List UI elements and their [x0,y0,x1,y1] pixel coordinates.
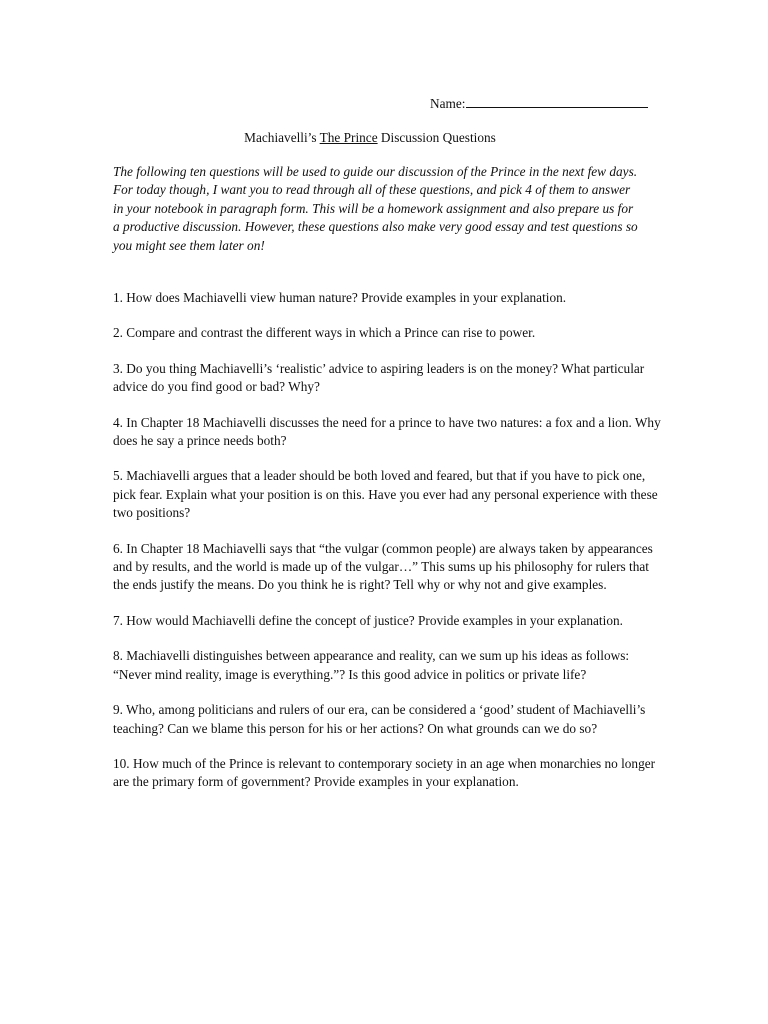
question-item-10: 10. How much of the Prince is relevant to contemporary society in an age when monarchies no longer are the primary form of government? Provide examples in your explanation. [113,755,656,790]
question-item-2: 2. Compare and contrast the different ways in which a Prince can rise to power. [113,325,536,341]
name-field-line [430,93,648,113]
title-book-name: The Prince [319,130,378,145]
question-item-3: 3. Do you thing Machiavelli’s ‘realistic’ advice to aspiring leaders is on the money? What particular advice do you find good or bad? Why? [113,360,645,395]
name-label: Name: [430,96,466,111]
question-item-7: 7. How would Machiavelli define the concept of justice? Provide examples in your explanation. [113,612,623,628]
question-item-6: 6. In Chapter 18 Machiavelli says that “the vulgar (common people) are always taken by appearances and by results, and the world is made up of the vulgar…” This sums up his philosophy for rulers that the ends justify the means. Do you think he is right? Tell why or why not and give examples. [113,540,653,593]
question-item-9: 9. Who, among politicians and rulers of our era, can be considered a ‘good’ student of Machiavelli’s teaching? Can we blame this person for his or her actions? On what grounds can we do so? [113,702,646,736]
page-title [0,129,740,147]
title-suffix: Discussion Questions [377,130,496,145]
question-item-5: 5. Machiavelli argues that a leader should be both loved and feared, but that if you have to pick one, pick fear. Explain what your position is on this. Have you ever had any personal experience with these two positions? [113,468,658,521]
question-list [113,289,661,809]
intro-instructions: The following ten questions will be used to guide our discussion of the Prince in the next few days. For today though, I want you to read through all of these questions, and pick 4 of them to answer in your notebook in paragraph form. This will be a homework assignment and also prepare us for a productive discussion. However, these questions also make very good essay and test questions so you might see them later on! [113,164,638,253]
question-item-1: 1. How does Machiavelli view human nature? Provide examples in your explanation. [113,290,567,305]
name-blank-underline [466,93,648,108]
question-item-4: 4. In Chapter 18 Machiavelli discusses the need for a prince to have two natures: a fox and a lion. Why does he say a prince needs both? [113,414,661,449]
title-prefix: Machiavelli’s [244,130,320,145]
question-item-8: 8. Machiavelli distinguishes between appearance and reality, can we sum up his ideas as follows: “Never mind reality, image is everything.”? Is this good advice in politics or private life? [113,648,630,682]
